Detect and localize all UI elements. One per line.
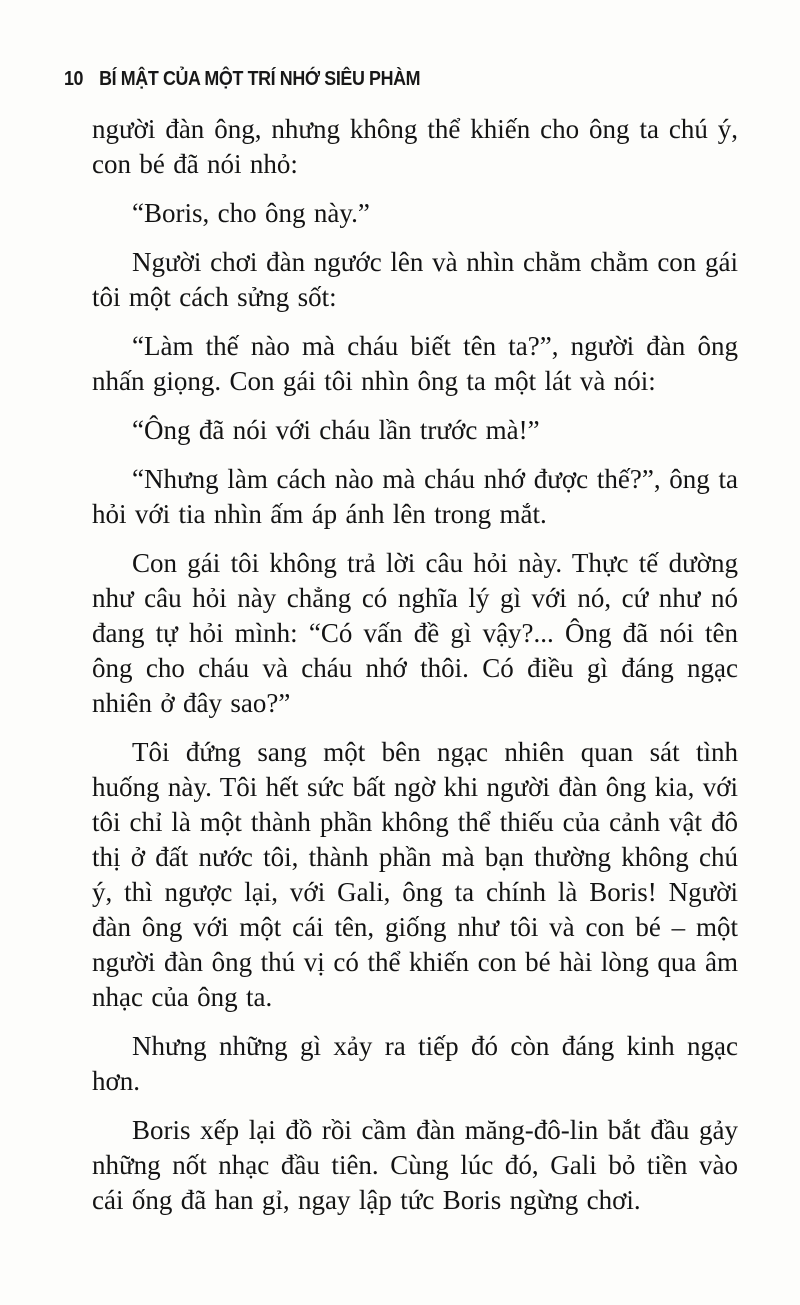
paragraph-dialogue: “Ông đã nói với cháu lần trước mà!” — [132, 415, 540, 445]
page-body — [92, 112, 738, 1232]
paragraph-dialogue: “Nhưng làm cách nào mà cháu nhớ được thế?”, ông ta hỏi với tia nhìn ấm áp ánh lên trong mắt. — [92, 464, 738, 529]
paragraph: Nhưng những gì xảy ra tiếp đó còn đáng kinh ngạc hơn. — [92, 1031, 738, 1096]
running-header — [64, 68, 420, 91]
paragraph-continuation: người đàn ông, nhưng không thể khiến cho ông ta chú ý, con bé đã nói nhỏ: — [92, 114, 738, 179]
paragraph-dialogue: “Boris, cho ông này.” — [132, 198, 370, 228]
page-number: 10 — [64, 68, 84, 91]
paragraph: Tôi đứng sang một bên ngạc nhiên quan sát tình huống này. Tôi hết sức bất ngờ khi người đàn ông kia, với tôi chỉ là một thành phần không thể thiếu của cảnh vật đô thị ở đất nước tôi, thành phần mà bạn thường không chú ý, thì ngược lại, với Gali, ông ta chính là Boris! Người đàn ông với một cái tên, giống như tôi và con bé – một người đàn ông thú vị có thể khiến con bé hài lòng qua âm nhạc của ông ta. — [92, 737, 738, 1012]
paragraph: Con gái tôi không trả lời câu hỏi này. Thực tế dường như câu hỏi này chẳng có nghĩa lý gì với nó, cứ như nó đang tự hỏi mình: “Có vấn đề gì vậy?... Ông đã nói tên ông cho cháu và cháu nhớ thôi. Có điều gì đáng ngạc nhiên ở đây sao?” — [92, 548, 738, 718]
book-title: BÍ MẬT CỦA MỘT TRÍ NHỚ SIÊU PHÀM — [99, 68, 421, 91]
paragraph: Boris xếp lại đồ rồi cầm đàn măng-đô-lin bắt đầu gảy những nốt nhạc đầu tiên. Cùng lúc đó, Gali bỏ tiền vào cái ống đã han gỉ, ngay lập tức Boris ngừng chơi. — [92, 1115, 738, 1215]
paragraph-dialogue: “Làm thế nào mà cháu biết tên ta?”, người đàn ông nhấn giọng. Con gái tôi nhìn ông ta một lát và nói: — [92, 331, 738, 396]
paragraph: Người chơi đàn ngước lên và nhìn chằm chằm con gái tôi một cách sửng sốt: — [92, 247, 738, 312]
